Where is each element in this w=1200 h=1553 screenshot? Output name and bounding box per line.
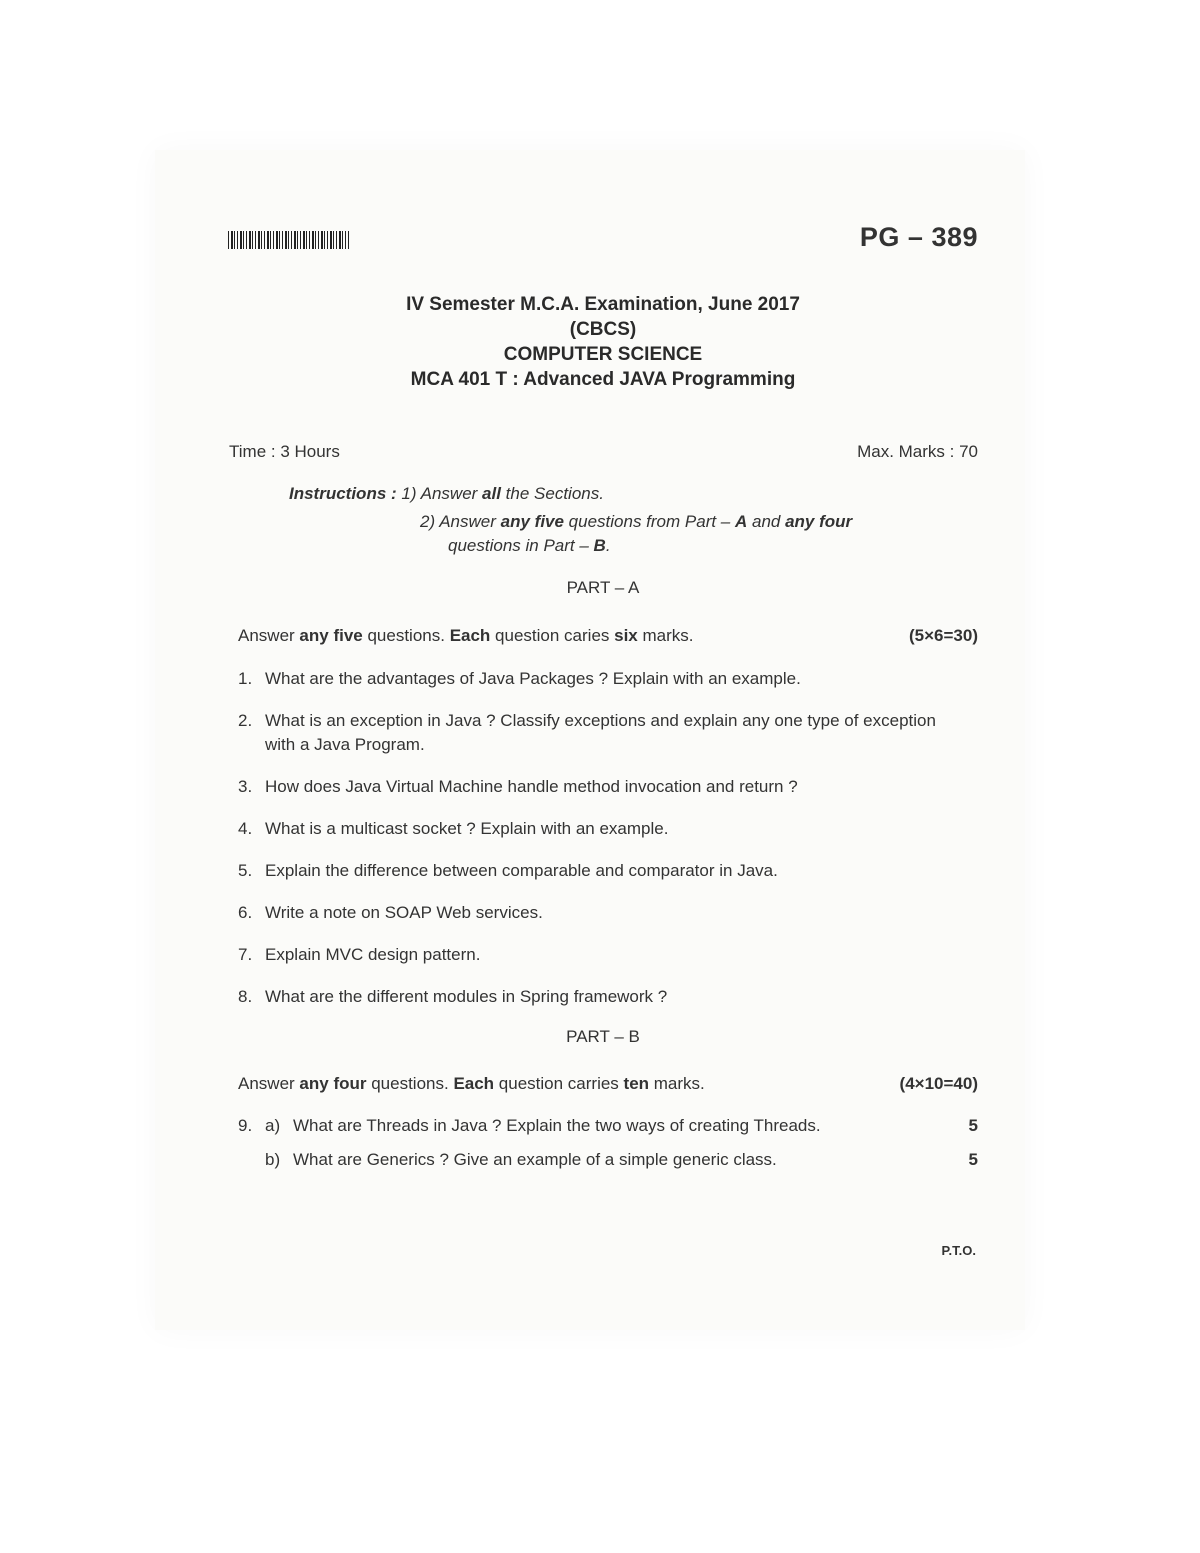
intro-text: Answer [238,626,300,645]
page-turn-note: P.T.O. [941,1243,976,1258]
exam-title-block [0,292,1200,392]
subquestion-label: b) [265,1150,281,1169]
question-text: Explain MVC design pattern. [265,945,481,964]
part-a-heading: PART – A [566,578,640,597]
question-number: 5. [238,861,253,880]
instruction-emphasis: B [593,536,606,555]
question-text: What are the advantages of Java Packages ? Explain with an example. [265,669,801,688]
subquestion-marks: 5 [968,1116,978,1135]
intro-text: marks. [649,1074,705,1093]
question-number: 2. [238,711,253,730]
question-number: 4. [238,819,253,838]
question-text: What is an exception in Java ? Classify exceptions and explain any one type of exception with a Java Program. [265,711,936,754]
intro-emphasis: any five [299,626,363,645]
question-text: What are the different modules in Spring framework ? [265,987,668,1006]
instruction-emphasis: A [734,512,748,531]
instruction-text: the Sections. [500,484,604,503]
intro-emphasis: ten [623,1074,650,1093]
instruction-2-continued [448,536,611,556]
paper-code: PG – 389 [859,222,978,252]
instruction-text: Answer [439,512,501,531]
subquestion-text: What are Generics ? Give an example of a simple generic class. [293,1150,777,1169]
instructions-label: Instructions : [289,484,397,503]
question-number: 6. [238,903,253,922]
question-number: 3. [238,777,253,796]
instruction-1 [289,484,604,504]
part-a-intro [238,626,978,646]
part-b-intro [238,1074,978,1094]
instruction-text: . [605,536,611,555]
intro-emphasis: any four [299,1074,367,1093]
instruction-text: Answer [420,484,483,503]
question-number: 7. [238,945,253,964]
exam-time: Time : 3 Hours [229,442,340,461]
subquestion-marks: 5 [968,1150,978,1169]
instruction-number: 2) [420,512,436,531]
subquestion-label: a) [265,1116,281,1135]
question-text: What is a multicast socket ? Explain with an example. [265,819,669,838]
exam-scheme: (CBCS) [569,319,637,340]
intro-text: questions. [362,626,450,645]
intro-text: question carries [494,1074,624,1093]
question-text: How does Java Virtual Machine handle method invocation and return ? [265,777,798,796]
intro-text: questions. [366,1074,454,1093]
question-text: Write a note on SOAP Web services. [265,903,543,922]
intro-emphasis: Each [453,1074,495,1093]
intro-text: Answer [238,1074,300,1093]
instruction-emphasis: any four [785,512,853,531]
intro-text: question caries [490,626,615,645]
part-b-marks: (4×10=40) [899,1074,978,1093]
intro-emphasis: six [614,626,638,645]
question-number: 8. [238,987,253,1006]
instruction-2 [420,512,852,532]
instruction-text: questions from Part – [563,512,735,531]
instruction-emphasis: all [482,484,501,503]
subquestion-text: What are Threads in Java ? Explain the two ways of creating Threads. [293,1116,821,1135]
exam-subject: COMPUTER SCIENCE [503,344,703,365]
question-text: Explain the difference between comparable and comparator in Java. [265,861,778,880]
exam-course: MCA 401 T : Advanced JAVA Programming [410,369,796,390]
exam-title-line: IV Semester M.C.A. Examination, June 2017 [406,294,800,315]
question-number: 1. [238,669,253,688]
part-b-heading: PART – B [566,1027,640,1046]
instruction-text: and [747,512,786,531]
exam-max-marks: Max. Marks : 70 [857,442,978,461]
intro-text: marks. [637,626,694,645]
instruction-text: questions in Part – [448,536,594,555]
question-number: 9. [238,1116,253,1135]
barcode [228,231,349,249]
part-a-marks: (5×6=30) [909,626,978,645]
instruction-number: 1) [401,484,417,503]
intro-emphasis: Each [449,626,491,645]
instruction-emphasis: any five [500,512,564,531]
